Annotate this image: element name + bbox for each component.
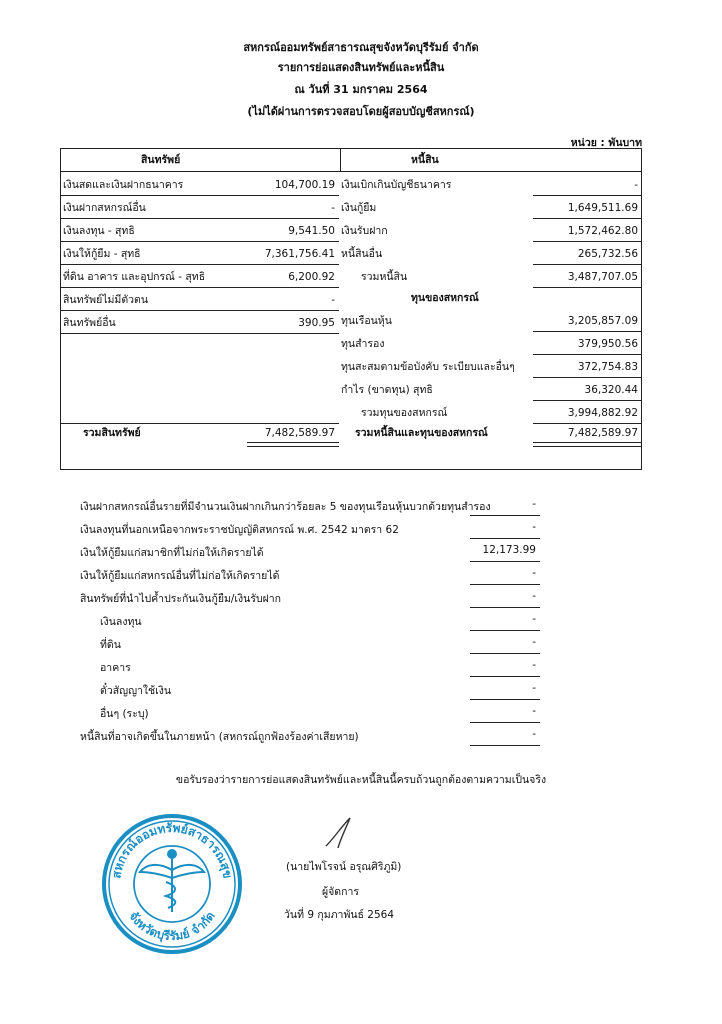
signature-date: วันที่ 9 กุมภาพันธ์ 2564 <box>284 909 395 921</box>
equity-value-rule <box>533 377 641 378</box>
asset-row-label: เงินสดและเงินฝากธนาคาร <box>63 179 184 191</box>
asset-value-rule <box>247 195 339 196</box>
note-label: เงินให้กู้ยืมแก่สมาชิกที่ไม่ก่อให้เกิดรายได้ <box>80 547 264 559</box>
assets-heading: สินทรัพย์ <box>141 154 181 166</box>
note-label: สินทรัพย์ที่นำไปค้ำประกันเงินกู้ยืม/เงินรับฝาก <box>80 593 282 605</box>
total-assets-rule <box>61 423 339 424</box>
note-underline <box>470 538 540 539</box>
asset-row-rule <box>61 241 247 242</box>
note-label: เงินให้กู้ยืมแก่สหกรณ์อื่นที่ไม่ก่อให้เกิดรายได้ <box>80 570 280 582</box>
asset-value-rule <box>247 218 339 219</box>
column-divider <box>340 149 341 171</box>
total-liab-equity-double-underline <box>533 442 641 447</box>
signer-name: (นายไพโรจน์ อรุณศิริภูมิ) <box>286 861 402 873</box>
note-label: อื่นๆ (ระบุ) <box>100 708 149 720</box>
liabilities-heading: หนี้สิน <box>411 154 439 166</box>
note-label: เงินลงทุน <box>100 616 142 628</box>
svg-text:จังหวัดบุรีรัมย์ จำกัด: จังหวัดบุรีรัมย์ จำกัด <box>126 909 218 944</box>
asset-value-rule <box>247 310 339 311</box>
note-label: หนี้สินที่อาจเกิดขึ้นในภายหน้า (สหกรณ์ถูกฟ้องร้องค่าเสียหาย) <box>80 731 359 743</box>
asset-row-value: 390.95 <box>298 317 335 329</box>
asset-row-rule <box>61 287 247 288</box>
note-underline <box>470 699 540 700</box>
total-equity-value: 3,994,882.92 <box>567 407 638 419</box>
note-value: - <box>532 590 536 602</box>
report-date: ณ วันที่ 31 มกราคม 2564 <box>294 83 428 96</box>
total-liab-equity-value: 7,482,589.97 <box>567 427 638 439</box>
total-liabilities-value: 3,487,707.05 <box>567 271 638 283</box>
unit-label: หน่วย : พันบาท <box>570 137 642 149</box>
asset-row-rule <box>61 195 247 196</box>
org-title: สหกรณ์ออมทรัพย์สาธารณสุขจังหวัดบุรีรัมย์ จำกัด <box>243 41 479 54</box>
note-underline <box>470 630 540 631</box>
signer-title: ผู้จัดการ <box>322 886 360 898</box>
note-underline <box>470 653 540 654</box>
asset-row-rule <box>61 264 247 265</box>
note-value: - <box>532 521 536 533</box>
liability-row-label: หนี้สินอื่น <box>341 248 383 260</box>
note-value: - <box>532 636 536 648</box>
note-value: - <box>532 659 536 671</box>
equity-row-value: 379,950.56 <box>577 338 638 350</box>
report-title: รายการย่อแสดงสินทรัพย์และหนี้สิน <box>277 61 445 74</box>
liability-row-value: 1,572,462.80 <box>567 225 638 237</box>
asset-row-value: 7,361,756.41 <box>264 248 335 260</box>
asset-row-label: เงินฝากสหกรณ์อื่น <box>63 202 146 214</box>
equity-row-value: 36,320.44 <box>584 384 638 396</box>
total-equity-label: รวมทุนของสหกรณ์ <box>361 407 448 419</box>
header-divider <box>61 171 641 172</box>
equity-value-rule <box>533 400 641 401</box>
asset-row-rule <box>61 218 247 219</box>
liability-value-rule <box>533 287 641 288</box>
balance-sheet-table <box>60 148 642 470</box>
equity-value-rule <box>533 331 641 332</box>
note-value: - <box>532 728 536 740</box>
asset-row-label: สินทรัพย์ไม่มีตัวตน <box>63 294 149 306</box>
note-underline <box>470 722 540 723</box>
asset-row-value: 104,700.19 <box>274 179 335 191</box>
asset-value-rule <box>247 264 339 265</box>
asset-value-rule <box>247 287 339 288</box>
svg-text:สหกรณ์ออมทรัพย์สาธารณสุข: สหกรณ์ออมทรัพย์สาธารณสุข <box>109 820 235 880</box>
asset-row-label: เงินให้กู้ยืม - สุทธิ <box>63 248 141 260</box>
note-value: 12,173.99 <box>482 544 536 556</box>
liability-value-rule <box>533 195 641 196</box>
asset-row-value: 6,200.92 <box>288 271 335 283</box>
note-underline <box>470 561 540 562</box>
note-label: เงินฝากสหกรณ์อื่นรายที่มีจำนวนเงินฝากเกินกว่าร้อยละ 5 ของทุนเรือนหุ้นบวกด้วยทุนสำรอง <box>80 501 491 513</box>
asset-row-label: เงินลงทุน - สุทธิ <box>63 225 135 237</box>
liability-value-rule <box>533 218 641 219</box>
asset-row-rule <box>61 310 247 311</box>
asset-row-value: 9,541.50 <box>288 225 335 237</box>
note-label: อาคาร <box>100 662 131 674</box>
audit-note: (ไม่ได้ผ่านการตรวจสอบโดยผู้สอบบัญชีสหกรณ์) <box>247 105 475 118</box>
liability-value-rule <box>533 264 641 265</box>
note-label: ตั๋วสัญญาใช้เงิน <box>100 685 172 697</box>
total-assets-label: รวมสินทรัพย์ <box>83 427 141 439</box>
note-label: เงินลงทุนที่นอกเหนือจากพระราชบัญญัติสหกรณ์ พ.ศ. 2542 มาตรา 62 <box>80 524 399 536</box>
total-liab-equity-label: รวมหนี้สินและทุนของสหกรณ์ <box>355 427 488 439</box>
equity-row-label: ทุนเรือนหุ้น <box>341 315 392 327</box>
asset-row-rule <box>61 333 247 334</box>
equity-value-rule <box>533 423 641 424</box>
liability-value-rule <box>533 241 641 242</box>
note-underline <box>470 745 540 746</box>
equity-row-value: 3,205,857.09 <box>567 315 638 327</box>
certification-text: ขอรับรองว่ารายการย่อแสดงสินทรัพย์และหนี้สินนี้ครบถ้วนถูกต้องตามความเป็นจริง <box>175 774 547 786</box>
asset-row-value: - <box>331 294 335 306</box>
note-underline <box>470 676 540 677</box>
total-assets-double-underline <box>247 442 339 447</box>
equity-value-rule <box>533 354 641 355</box>
asset-row-value: - <box>331 202 335 214</box>
equity-row-label: ทุนสำรอง <box>341 338 385 350</box>
stamp-seal-icon <box>100 812 244 956</box>
liability-row-value: 265,732.56 <box>577 248 638 260</box>
liability-row-value: 1,649,511.69 <box>567 202 638 214</box>
asset-value-rule <box>247 241 339 242</box>
liability-row-value: - <box>634 179 638 191</box>
equity-row-label: กำไร (ขาดทุน) สุทธิ <box>341 384 433 396</box>
equity-heading: ทุนของสหกรณ์ <box>411 292 479 304</box>
equity-row-label: ทุนสะสมตามข้อบังคับ ระเบียบและอื่นๆ <box>341 361 515 373</box>
asset-value-rule <box>247 333 339 334</box>
signature-mark <box>320 812 360 852</box>
note-value: - <box>532 682 536 694</box>
note-value: - <box>532 498 536 510</box>
equity-row-value: 372,754.83 <box>577 361 638 373</box>
note-value: - <box>532 705 536 717</box>
asset-row-label: สินทรัพย์อื่น <box>63 317 116 329</box>
liability-row-label: เงินเบิกเกินบัญชีธนาคาร <box>341 179 452 191</box>
note-underline <box>470 515 540 516</box>
asset-row-label: ที่ดิน อาคาร และอุปกรณ์ - สุทธิ <box>63 271 206 283</box>
liability-row-label: เงินรับฝาก <box>341 225 388 237</box>
note-underline <box>470 607 540 608</box>
cooperative-stamp <box>100 812 244 956</box>
liability-row-label: เงินกู้ยืม <box>341 202 377 214</box>
note-underline <box>470 584 540 585</box>
total-liabilities-label: รวมหนี้สิน <box>361 271 408 283</box>
total-assets-value: 7,482,589.97 <box>264 427 335 439</box>
note-value: - <box>532 613 536 625</box>
note-value: - <box>532 567 536 579</box>
note-label: ที่ดิน <box>100 639 121 651</box>
